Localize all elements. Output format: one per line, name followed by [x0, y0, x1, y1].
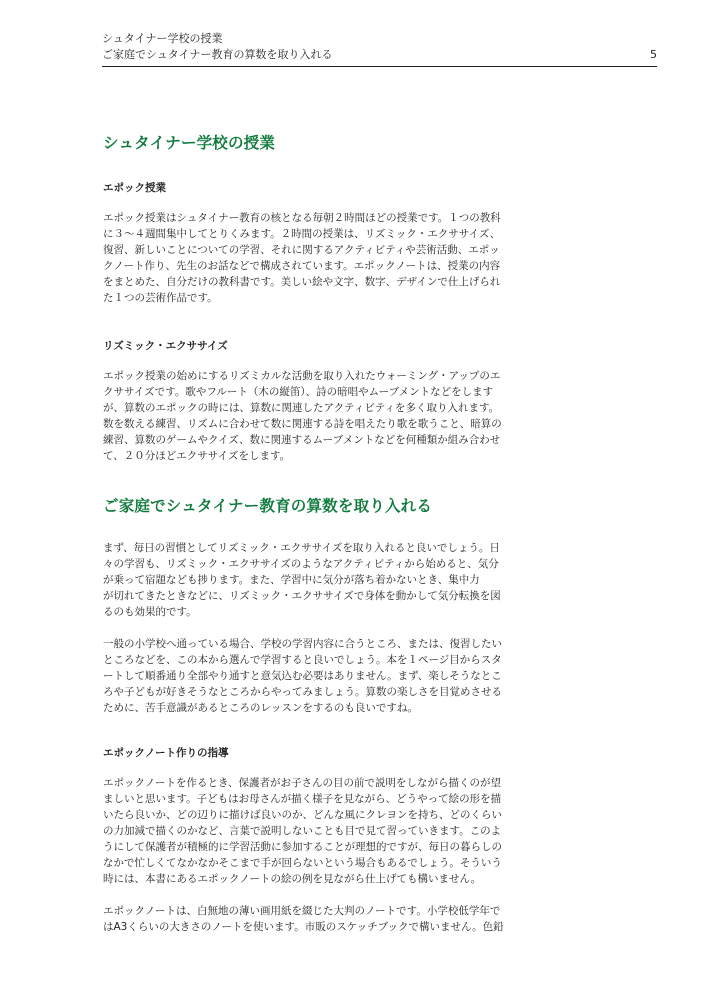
text-line: エポック授業の始めにするリズミカルな活動を取り入れたウォーミング・アップのエ	[103, 370, 501, 382]
text-line: るのも効果的です。	[103, 606, 197, 618]
text-line: ところなどを、この本から選んで学習すると良いでしょう。本を１ページ目からスタ	[103, 654, 502, 666]
text-line: をまとめた、自分だけの教科書です。美しい絵や文字、数字、デザインで仕上げられ	[103, 276, 501, 288]
paragraph-regular-school	[103, 636, 555, 716]
text-line: の力加減で描くのかなど、言葉で説明しないことも目で見て習っていきます。このよ	[103, 825, 502, 837]
text-line: 復習、新しいことについての学習、それに関するアクティビティや芸術活動、エポッ	[103, 244, 500, 256]
text-line: が切れてきたときなどに、リズミック・エクササイズで身体を動かして気分転換を図	[103, 590, 501, 602]
running-header-section: ご家庭でシュタイナー教育の算数を取り入れる	[102, 48, 333, 61]
paragraph-epoch-lessons	[103, 210, 555, 306]
text-line: 々の学習も、リズミック・エクササイズのようなアクティビティから始めると、気分	[103, 558, 499, 570]
text-line: クノート作り、先生のお話などで構成されています。エポックノートは、授業の内容	[103, 260, 501, 272]
paragraph-rhythmic-exercise	[103, 368, 555, 464]
running-header	[102, 31, 657, 63]
text-line: 数を数える練習、リズムに合わせて数に関連する詩を唱えたり歌を歌うこと、暗算の	[103, 418, 502, 430]
header-rule	[102, 66, 657, 67]
section-title-steiner-math-at-home: ご家庭でシュタイナー教育の算数を取り入れる	[103, 497, 433, 515]
text-line: まず、毎日の習慣としてリズミック・エクササイズを取り入れると良いでしょう。日	[103, 542, 500, 554]
text-line: ために、苦手意識があるところのレッスンをするのも良いですね。	[103, 702, 418, 714]
text-line: なかで忙しくてなかなかそこまで手が回らないという場合もあるでしょう。そういう	[103, 857, 502, 869]
sub-heading-epoch-notebook-guidance: エポックノート作りの指導	[103, 747, 229, 759]
text-line: て、２０分ほどエクササイズをします。	[103, 450, 291, 462]
section-title-steiner-school-lessons: シュタイナー学校の授業	[103, 134, 276, 152]
text-line: ートして順番通り全部やり通すと意気込む必要はありません。まず、楽しそうなとこ	[103, 670, 502, 682]
text-line: 一般の小学校へ通っている場合、学校の学習内容に合うところ、または、復習したい	[103, 638, 502, 650]
page-number: 5	[650, 48, 657, 61]
paragraph-notebook-guidance	[103, 775, 555, 887]
text-line: クササイズです。歌やフルート（木の縦笛）、詩の暗唱やムーブメントなどをします	[103, 386, 494, 398]
running-header-chapter: シュタイナー学校の授業	[102, 32, 223, 45]
text-line: た１つの芸術作品です。	[103, 292, 218, 304]
text-line: ろや子どもが好きそうなところからやってみましょう。算数の楽しさを目覚めさせる	[103, 686, 502, 698]
paragraph-notebook-materials	[103, 903, 555, 935]
text-line: 練習、算数のゲームやクイズ、数に関連するムーブメントなどを何種類か組み合わせ	[103, 434, 501, 446]
text-line: エポックノートは、白無地の薄い画用紙を綴じた大判のノートです。小学校低学年で	[103, 905, 501, 917]
sub-heading-epoch-lessons: エポック授業	[103, 182, 166, 194]
text-line: いたら良いか、どの辺りに描けば良いのか、どんな風にクレヨンを持ち、どのくらい	[103, 809, 502, 821]
page-body	[103, 131, 555, 935]
text-line: が乗って宿題なども捗ります。また、学習中に気分が落ち着かないとき、集中力	[103, 574, 480, 586]
text-line: エポック授業はシュタイナー教育の核となる毎朝２時間ほどの授業です。１つの教科	[103, 212, 501, 224]
paragraph-daily-habit	[103, 540, 555, 620]
text-line: が、算数のエポックの時には、算数に関連したアクティビティを多く取り入れます。	[103, 402, 500, 414]
text-line: うにして保護者が積極的に学習活動に参加することが理想的ですが、毎日の暮らしの	[103, 841, 502, 853]
text-line: はA3くらいの大きさのノートを使います。市販のスケッチブックで構いません。色鉛	[103, 921, 504, 933]
text-line: に３〜４週間集中してとりくみます。２時間の授業は、リズミック・エクササイズ、	[103, 228, 501, 240]
text-line: 時には、本書にあるエポックノートの絵の例を見ながら仕上げても構いません。	[103, 873, 482, 885]
text-line: ましいと思います。子どもはお母さんが描く様子を見ながら、どうやって絵の形を描	[103, 793, 502, 805]
text-line: エポックノートを作るとき、保護者がお子さんの目の前で説明をしながら描くのが望	[103, 777, 502, 789]
sub-heading-rhythmic-exercise: リズミック・エクササイズ	[103, 340, 228, 352]
